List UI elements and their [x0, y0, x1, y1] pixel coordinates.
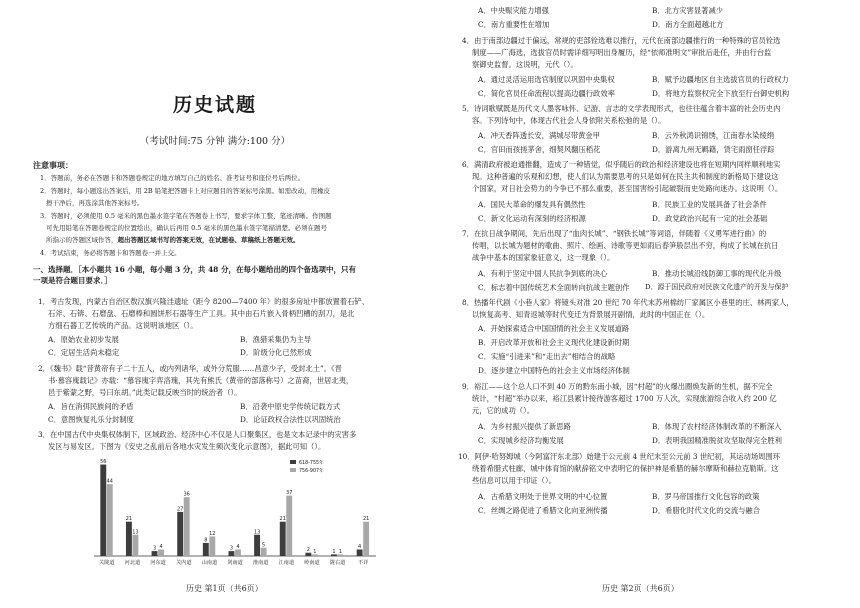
question-2-line: 书·慕容廆载记》亦载：“慕容廆字弈洛瑰，其先有熊氏（黄帝的部落称号）之苗裔，世居北夷， — [48, 376, 354, 385]
question-1-line: 石斧、石锛、石磨盘、石磨棒和圆饼形石器等生产工具。其中由石片嵌入骨柄凹槽的刮刀，是北 — [48, 309, 355, 318]
question-7-line: 7．在抗日战争期间，先后出现了“血肉长城”、“钢铁长城”等词语，伴随着《义勇军进行曲》的 — [462, 229, 767, 238]
flood-frequency-bar-chart — [90, 452, 380, 574]
question-10-option-d[interactable]: D．希腊化时代文化的交流与融合 — [652, 506, 761, 515]
question-7-option-a[interactable]: A．有利于坚定中国人民抗争到底的决心 — [478, 269, 608, 278]
question-1-option-d[interactable]: D．阶级分化已然形成 — [240, 348, 312, 357]
question-3-option-a[interactable]: A．中央赈灾能力增强 — [478, 6, 549, 15]
tick-label: 剑南道 — [227, 560, 243, 566]
data-label: 21 — [279, 516, 286, 523]
tick-label: 河东道 — [150, 560, 166, 566]
data-label: 4 — [236, 543, 240, 550]
data-label: 12 — [209, 530, 216, 537]
question-3-option-b[interactable]: B．北方灾害显著减少 — [652, 6, 724, 15]
question-10-line: 绕着希腊式柱廊，城中体育馆的献辞铭文中表明它的保护神是希腊的赫尔摩斯和赫拉克勒斯。这 — [472, 464, 779, 473]
note-line: 擦干净后，再选涂其他答案标号。 — [46, 199, 144, 207]
data-label: 13 — [132, 529, 139, 536]
question-9-line: 9．裕江——这个总人口不到 40 万的黔东南小城，因“村超”的火爆出圈焕发新的生机，据不完全 — [462, 382, 773, 391]
note-line: 1．答题前，务必在答题卡和答题卷规定的地方填写自己的姓名、准考证号和座位号后两位。 — [40, 174, 305, 182]
bar — [209, 536, 215, 556]
legend-label: 756-907年 — [299, 469, 324, 474]
data-label: 21 — [125, 516, 133, 523]
question-1-option-b[interactable]: B．渔猎采集仍为主导 — [240, 335, 312, 344]
data-label: 1 — [313, 548, 317, 555]
bar — [100, 465, 106, 556]
bar — [235, 549, 241, 556]
note-line: 2．答题时，每小题选出答案后，用 2B 铅笔把答题卡上对应题目的答案标号涂黑。如需改动，用橡皮 — [40, 187, 331, 195]
question-9-line: 统计，“村超”举办以来，裕江县累计接待游客超过 1700 万人次，实现旅游综合收入约 200 亿 — [472, 394, 777, 403]
question-5-option-a[interactable]: A．冲天香阵透长安，满城尽带黄金甲 — [478, 131, 601, 140]
bar — [261, 548, 267, 556]
exam-meta: （考试时间:75 分钟 满分:100 分） — [139, 136, 291, 147]
question-8-option-b[interactable]: B．开启改革开放和社会主义现代化建设新时期 — [478, 338, 630, 347]
question-4-line: 4．由于南部边疆过于偏远，常规的吏部铨选难以推行，元代在南部边疆推行的一种特殊的官员铨选 — [462, 36, 781, 45]
note-line: 3．答题时，必须使用 0.5 毫米的黑色墨水签字笔在答题卷上书写，要求字体工整、笔迹清晰。作图题 — [40, 212, 332, 220]
question-7-option-c[interactable]: C．标志着中国传统艺术全面转向抗战主题创作 — [478, 283, 630, 292]
question-7-line: 传唱，以长城为题材的歌曲、照片、绘画、诗歌等更如雨后春笋般层出不穷，构成了长城在抗日 — [472, 241, 779, 250]
bar — [177, 512, 183, 556]
data-label: 5 — [261, 542, 266, 549]
note-line: 4．考试结束，务必将答题卡和答题卷一并上交。 — [40, 249, 181, 257]
question-3-line: 3．在中国古代中央集权体制下，区域政治、经济中心不仅是人口聚集区，也是文本记录中的灾害多 — [38, 430, 357, 439]
question-3-option-d[interactable]: D．南方全面超越北方 — [652, 20, 724, 29]
question-8-line: 8．热播年代剧《小巷人家》将镜头对准 20 世纪 70 年代末苏州棉纺厂家属区小巷里的庄、林两家人， — [462, 298, 794, 307]
bar — [280, 522, 286, 556]
note-fragment: 所指示的答题区域作答， — [46, 236, 118, 244]
question-2-option-c[interactable]: C．意图恢复礼乐分封制度 — [48, 415, 134, 424]
question-6-option-b[interactable]: B．民族工业的发展具备了社会条件 — [652, 200, 767, 209]
legend-swatch — [290, 468, 296, 472]
question-7-option-b[interactable]: B．推动长城沿线防御工事的现代化升级 — [652, 269, 782, 278]
bar — [203, 543, 209, 556]
question-6-line: 个国家，对日社会势力的今争已不那么重要，甚至国害纷引起破裂而史处路向迷办。这说明（）。 — [472, 184, 783, 193]
question-10-option-a[interactable]: A．古希腊文明处于世界文明的中心位置 — [478, 492, 608, 501]
data-label: 2 — [306, 547, 310, 554]
bar — [363, 522, 369, 556]
data-label: 27 — [176, 506, 184, 513]
tick-label: 江南道 — [278, 560, 295, 566]
question-6-line: 6．满清政府被迫通推翻，造成了一种错觉，似乎随后的政治和经济建设也将在短期内同样顺利地实 — [462, 160, 781, 169]
question-6-option-a[interactable]: A．国民大革命的爆发具有偶然性 — [478, 200, 586, 209]
data-label: 36 — [183, 491, 190, 498]
data-label: 21 — [362, 516, 370, 523]
question-2-option-b[interactable]: B．沿袭中原史学传统记载方式 — [240, 402, 341, 411]
question-8-option-d[interactable]: D．逐步建立中国特色的社会主义市场经济体制 — [478, 366, 630, 375]
question-10-line: 些信息可以用于印证（）。 — [472, 476, 556, 485]
tick-label: 岭南道 — [304, 560, 320, 566]
question-8-option-c[interactable]: C．实施“引进来”和“走出去”相结合的战略 — [478, 352, 616, 361]
question-5-option-d[interactable]: D．游离九州无羁籍，赁宅雨窗任浮踪 — [652, 145, 775, 154]
data-label: 37 — [286, 490, 293, 497]
question-1-option-a[interactable]: A．原始农业初步发展 — [48, 335, 119, 344]
question-7-option-d[interactable]: D．源于国民政府对民族文化遗产的开发与保护 — [645, 283, 789, 291]
tick-label: 陇右道 — [329, 560, 346, 566]
question-2-line: 2．《魏书》载“昔黄帝有子二十五人，或内列诸华，或外分荒服……昌意少子，受封北土”。《晋 — [38, 364, 342, 373]
bar — [126, 522, 132, 556]
tick-label: 淮南道 — [252, 560, 269, 566]
question-4-line: 制度——广海选，选拔官员时需详细写明出身履历，经“依师准明文”审批后赴任，并由行台监 — [472, 48, 772, 57]
question-2-option-a[interactable]: A．旨在消弭民族间的矛盾 — [48, 402, 134, 411]
section-heading: 一项是符合题目要求．］ — [33, 276, 112, 285]
question-3-line: 发区与易发区。下图为《安史之乱前后各地水灾发生频次变化示意图》，据此可知（）。 — [48, 442, 326, 451]
notes-heading: 注意事项： — [33, 160, 73, 170]
question-4-line: 察御史监督。这说明，元代（）。 — [472, 60, 578, 69]
bar — [132, 535, 138, 556]
data-label: 8 — [204, 537, 208, 544]
question-6-option-d[interactable]: D．政党政治兴起有一定的社会基础 — [652, 214, 768, 223]
question-8-line: 以恢复高考、知青返城等时代变迁为背景展开剧情，此时的中国正在（）。 — [472, 310, 710, 319]
bar — [254, 535, 260, 556]
section-heading: 一、选择题．［本小题共 16 小题，每小题 3 分，共 48 分，在每小题给出的四个备选项中，只有 — [33, 265, 357, 274]
question-5-option-c[interactable]: C．官田而孩搓茅舍，细契风翻压稻花 — [478, 145, 601, 154]
tick-label: 河北道 — [124, 560, 141, 566]
data-label: 4 — [358, 543, 362, 550]
note-bold-fragment: 超出答题区域书写的答案无效，在试题卷、草稿纸上答题无效。 — [117, 236, 300, 244]
question-10-option-b[interactable]: B．罗马帝国推行文化包容的政策 — [652, 492, 760, 501]
question-2-option-d[interactable]: D．论证政权合法性以巩固统治 — [240, 415, 341, 424]
bar — [152, 551, 158, 556]
data-label: 3 — [152, 545, 157, 552]
question-9-option-b[interactable]: B．体现了农村经济体制改革的不断深入 — [652, 422, 782, 431]
data-label: 13 — [253, 529, 261, 536]
question-6-option-c[interactable]: C．新文化运动有深刻的经济根源 — [478, 214, 586, 223]
bar — [158, 549, 164, 556]
question-5-option-b[interactable]: B．云外秋鸿识锦绣，江南春水染绫绢 — [652, 131, 775, 140]
note-line — [46, 235, 406, 246]
question-9-option-d[interactable]: D．表明我国精准脱贫攻坚取得完全胜利 — [652, 436, 782, 445]
question-5-line: 容。下列诗句中，体现古代社会人身依附关系松弛的是（）。 — [472, 116, 666, 125]
legend-swatch — [290, 460, 296, 464]
page-footer: 历史 第1页（共6页） — [186, 584, 263, 593]
question-9-line: 元，它的成功（）。 — [472, 406, 535, 415]
data-label: 1 — [338, 548, 343, 555]
question-4-option-b[interactable]: B．赋予边疆地区自主选拔官员的行政权力 — [652, 75, 789, 84]
question-9-option-c[interactable]: C．实现城乡经济均衡发展 — [478, 436, 564, 445]
note-line: 可先用铅笔在答题卷规定的位置绘出，确认后再用 0.5 毫米的黑色墨水签字笔描清楚。必须在题号 — [46, 224, 327, 232]
question-9-option-a[interactable]: A．为乡村振兴提供了新思路 — [478, 422, 571, 431]
page-footer: 历史 第2页（共6页） — [602, 584, 679, 593]
question-1-option-c[interactable]: C．定居生活尚未稳定 — [48, 348, 120, 357]
bar — [357, 549, 363, 556]
bar — [229, 551, 235, 556]
question-5-line: 5．诗词歌赋既是历代文人墨客咏怀、记游、言志的文学表现形式，也往往蕴含着丰富的社会历史内 — [462, 104, 781, 113]
tick-label: 关内道 — [175, 560, 192, 566]
question-7-line: 战争中基本的国家象征意义，这一现象（）。 — [472, 253, 615, 262]
question-1-line: 方细石器工艺传统的产品。这说明该地区（）。 — [48, 321, 198, 330]
data-label: 1 — [332, 548, 336, 555]
bar — [184, 497, 190, 556]
question-4-option-d[interactable]: D．将地方监察权完全下放至行台御史机构 — [652, 89, 790, 98]
question-3-option-c[interactable]: C．南方重要性在增加 — [478, 20, 550, 29]
question-8-option-a[interactable]: A．开始探索适合中国国情的社会主义发展道路 — [478, 324, 630, 333]
data-label: 56 — [100, 459, 107, 466]
data-label: 4 — [159, 543, 163, 550]
tick-label: 关陇道 — [99, 560, 115, 566]
question-2-line: 邑于紫蒙之野，号曰东胡。”此类记载反映当时的统治者（）。 — [48, 388, 242, 397]
exam-title: 历史试题 — [172, 94, 257, 116]
question-4-option-c[interactable]: C．简化官员任命流程以提高边疆行政效率 — [478, 89, 615, 98]
bar — [286, 496, 292, 556]
question-10-option-c[interactable]: C．丝绸之路促进了希腊文化向亚洲传播 — [478, 506, 608, 515]
data-label: 44 — [106, 478, 113, 485]
bar — [107, 484, 113, 556]
question-4-option-a[interactable]: A．通过灵活运用选官制度以巩固中央集权 — [478, 75, 615, 84]
data-label: 3 — [229, 545, 234, 552]
page-2 — [430, 0, 860, 608]
question-10-line: 10．阿伊·哈努姆城（今阿富汗东北部）始建于公元前 4 世纪末至公元前 3 世纪初，其运动场周围环 — [458, 452, 781, 461]
tick-label: 山南道 — [201, 560, 218, 566]
question-6-line: 现。这种普遍的乐观和幻想，使人们认为需要思考的只是如何在民主共和制度的新格局下建设这 — [472, 172, 779, 181]
tick-label: 不详 — [357, 560, 369, 566]
legend-label: 618-755年 — [299, 461, 324, 466]
question-1-line: 1．考古发现，内蒙古自治区敖汉旗兴隆洼遗址（距今 8200—7400 年）的很多房址中都放置着石铲、 — [38, 297, 369, 306]
